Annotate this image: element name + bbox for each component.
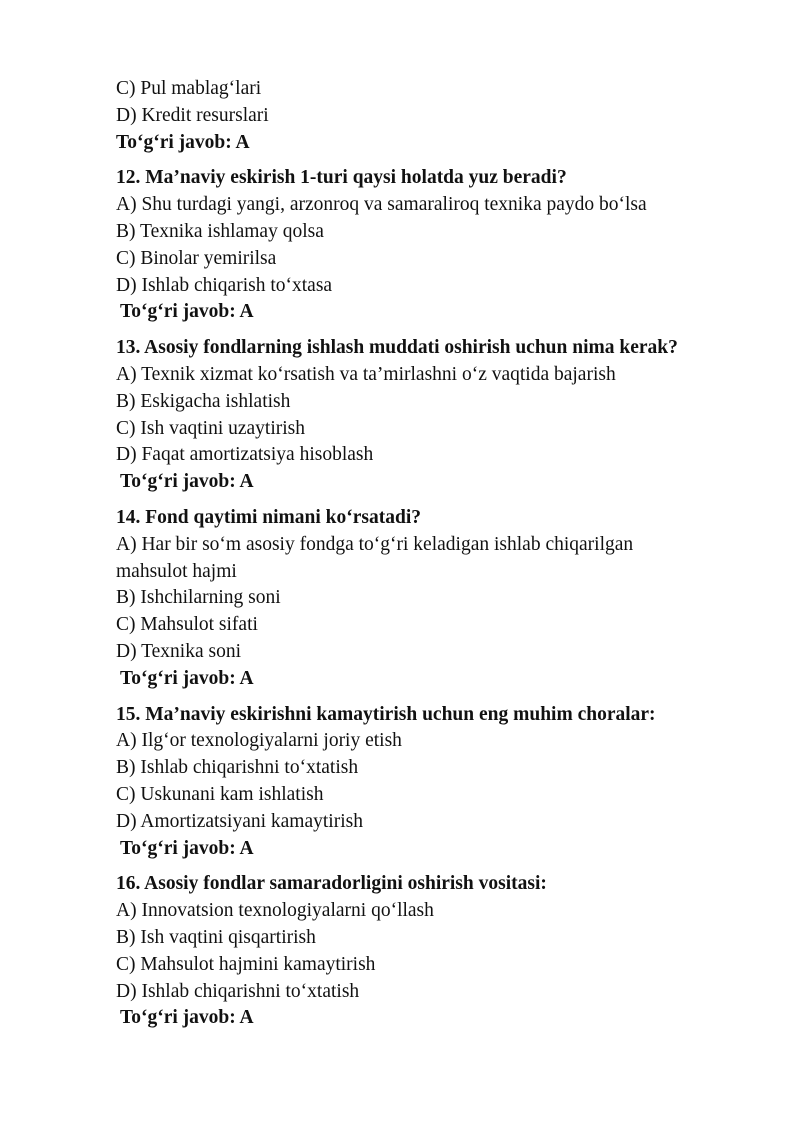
option-c: C) Pul mablag‘lari xyxy=(116,78,262,99)
option-d: D) Ishlab chiqarishni to‘xtatish xyxy=(116,980,360,1002)
question-13 xyxy=(116,335,756,496)
question-12 xyxy=(116,165,756,326)
previous-question-tail xyxy=(116,76,756,156)
correct-answer: To‘g‘ri javob: A xyxy=(120,1007,254,1029)
option-d: D) Ishlab chiqarish to‘xtasa xyxy=(116,274,333,296)
option-b: B) Ishchilarning soni xyxy=(116,587,281,609)
document-page xyxy=(116,76,756,1032)
option-a: A) Ilg‘or texnologiyalarni joriy etish xyxy=(116,730,402,752)
option-b: B) Eskigacha ishlatish xyxy=(116,390,291,412)
question-title: 13. Asosiy fondlarning ishlash muddati oshirish uchun nima kerak? xyxy=(116,337,678,359)
option-b: B) Ishlab chiqarishni to‘xtatish xyxy=(116,757,359,779)
option-a: A) Har bir so‘m asosiy fondga to‘g‘ri keladigan ishlab chiqarilgan mahsulot hajmi xyxy=(116,533,634,582)
option-d: D) Kredit resurslari xyxy=(116,104,269,126)
question-title: 14. Fond qaytimi nimani ko‘rsatadi? xyxy=(116,506,422,528)
option-b: B) Texnika ishlamay qolsa xyxy=(116,220,324,242)
option-d: D) Faqat amortizatsiya hisoblash xyxy=(116,444,374,466)
correct-answer: To‘g‘ri javob: A xyxy=(116,131,250,153)
option-c: C) Mahsulot hajmini kamaytirish xyxy=(116,953,376,975)
correct-answer: To‘g‘ri javob: A xyxy=(120,471,254,493)
question-title: 15. Ma’naviy eskirishni kamaytirish uchun eng muhim choralar: xyxy=(116,703,656,725)
correct-answer: To‘g‘ri javob: A xyxy=(120,301,254,323)
correct-answer: To‘g‘ri javob: A xyxy=(120,667,254,689)
question-title: 12. Ma’naviy eskirish 1-turi qaysi holatda yuz beradi? xyxy=(116,167,567,189)
option-c: C) Uskunani kam ishlatish xyxy=(116,783,324,805)
question-14 xyxy=(116,505,756,693)
option-d: D) Amortizatsiyani kamaytirish xyxy=(116,810,363,832)
option-a: A) Shu turdagi yangi, arzonroq va samaraliroq texnika paydo bo‘lsa xyxy=(116,194,647,216)
option-a: A) Texnik xizmat ko‘rsatish va ta’mirlashni o‘z vaqtida bajarish xyxy=(116,363,616,385)
question-title: 16. Asosiy fondlar samaradorligini oshirish vositasi: xyxy=(116,873,547,895)
question-16 xyxy=(116,871,756,1032)
question-15 xyxy=(116,702,756,863)
option-b: B) Ish vaqtini qisqartirish xyxy=(116,926,316,948)
option-d: D) Texnika soni xyxy=(116,640,242,662)
option-a: A) Innovatsion texnologiyalarni qo‘llash xyxy=(116,900,434,922)
option-c: C) Mahsulot sifati xyxy=(116,614,258,636)
option-c: C) Ish vaqtini uzaytirish xyxy=(116,417,306,439)
correct-answer: To‘g‘ri javob: A xyxy=(120,837,254,859)
option-c: C) Binolar yemirilsa xyxy=(116,247,277,269)
